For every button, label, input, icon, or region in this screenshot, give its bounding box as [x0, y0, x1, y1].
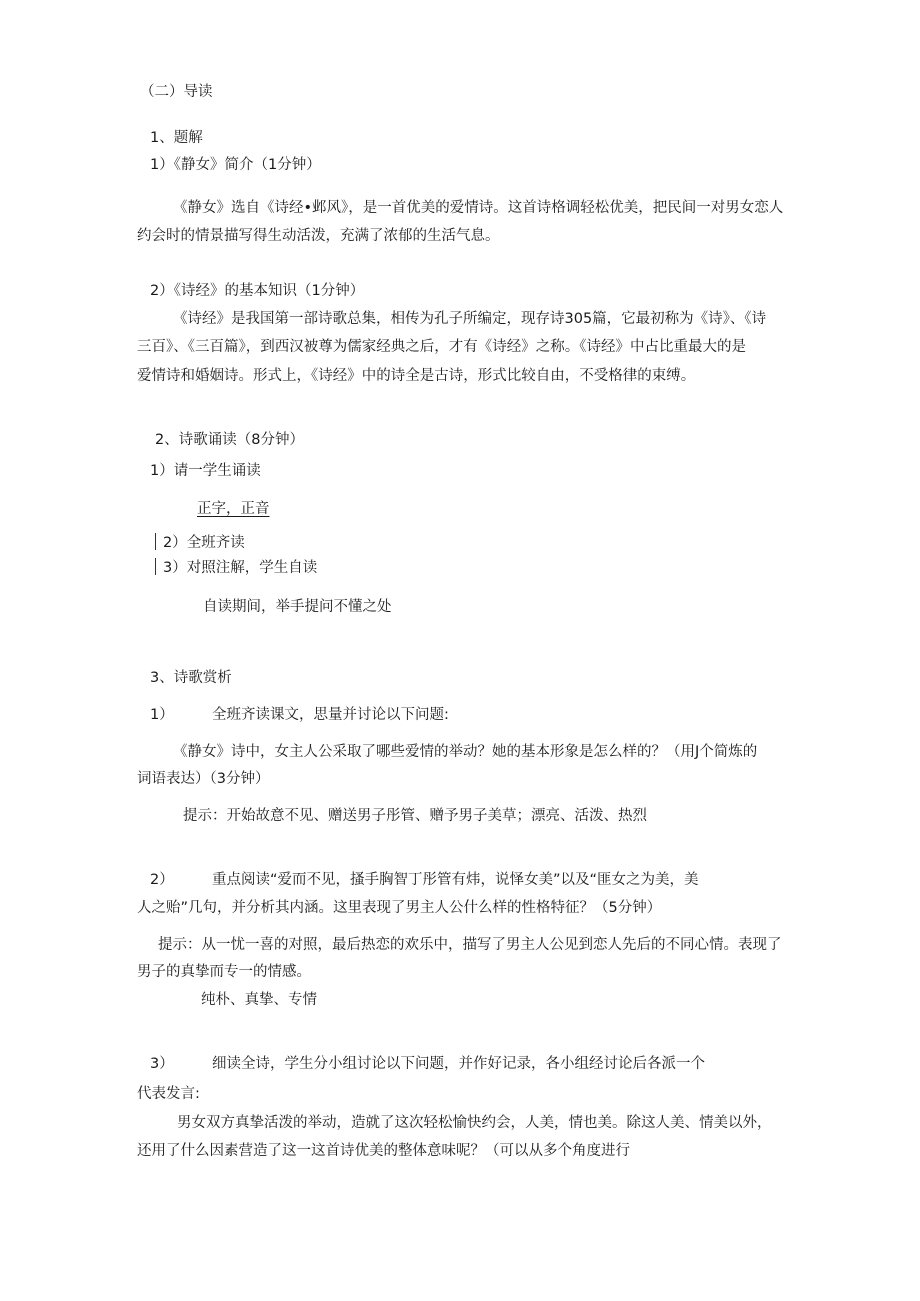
margin-bar — [155, 558, 156, 575]
hint: 男子的真挚而专一的情感。 — [137, 964, 311, 980]
hint: 提示：从一忧一喜的对照，最后热恋的欢乐中，描写了男主人公见到恋人先后的不同心情。表现了 — [158, 937, 782, 953]
subheading-1-2: 2）《诗经》的基本知识（1分钟） — [150, 283, 365, 299]
section-title: （二）导读 — [140, 84, 213, 100]
paragraph-line: 代表发言: — [137, 1086, 200, 1102]
question-2: 2） 重点阅读“爱而不见，搔手胸智丁彤管有炜，说怿女美”以及“匪女之为美，美 — [150, 872, 699, 888]
note-underlined: 正字，正音 — [197, 501, 270, 517]
list-item: 2）全班齐读 — [155, 533, 245, 553]
margin-bar — [155, 533, 156, 550]
paragraph-line: 词语表达）（3分钟） — [137, 771, 270, 787]
note: 纯朴、真挚、专情 — [201, 992, 317, 1008]
paragraph-line: 《诗经》是我国第一部诗歌总集，相传为孔子所编定，现存诗305篇，它最初称为《诗》、《诗 — [173, 311, 767, 327]
list-item: 3）对照注解，学生自读 — [155, 558, 317, 578]
heading-3: 3、诗歌赏析 — [150, 670, 232, 686]
heading-2: 2、诗歌诵读（8分钟） — [155, 432, 304, 448]
question-3: 3） 细读全诗，学生分小组讨论以下问题，并作好记录，各小组经讨论后各派一个 — [150, 1056, 705, 1072]
subheading-1-1: 1）《静女》简介（1分钟） — [150, 157, 321, 173]
paragraph-line: 《静女》选自《诗经•邺风》，是一首优美的爱情诗。这首诗格调轻松优美，把民间一对男女恋人 — [173, 200, 784, 216]
paragraph-line: 人之贻”几句，并分析其内涵。这里表现了男主人公什么样的性格特征？（5分钟） — [137, 900, 662, 916]
paragraph-line: 还用了什么因素营造了这一这首诗优美的整体意味呢？（可以从多个角度进行 — [137, 1143, 630, 1159]
paragraph-line: 男女双方真挚活泼的举动，造就了这次轻松愉快约会，人美，情也美。除这人美、情美以外， — [177, 1115, 772, 1131]
question-1: 1） 全班齐读课文，思量并讨论以下问题: — [150, 707, 449, 723]
hint: 提示：开始故意不见、赠送男子彤管、赠予男子美草；漂亮、活泼、热烈 — [183, 808, 647, 824]
note: 自读期间，举手提问不懂之处 — [203, 599, 392, 615]
paragraph-line: 爱情诗和婚姻诗。形式上，《诗经》中的诗全是古诗，形式比较自由，不受格律的束缚。 — [137, 368, 696, 384]
paragraph-line: 三百》、《三百篇》，到西汉被尊为儒家经典之后，才有《诗经》之称。《诗经》中占比重最大的是 — [137, 339, 746, 355]
list-item: 1）请一学生诵读 — [150, 463, 261, 479]
paragraph-line: 《静女》诗中，女主人公采取了哪些爱情的举动？她的基本形象是怎么样的？（用J个简炼的 — [173, 744, 758, 760]
paragraph-line: 约会时的情景描写得生动活泼，充满了浓郁的生活气息。 — [137, 228, 500, 244]
heading-1: 1、题解 — [150, 130, 203, 146]
